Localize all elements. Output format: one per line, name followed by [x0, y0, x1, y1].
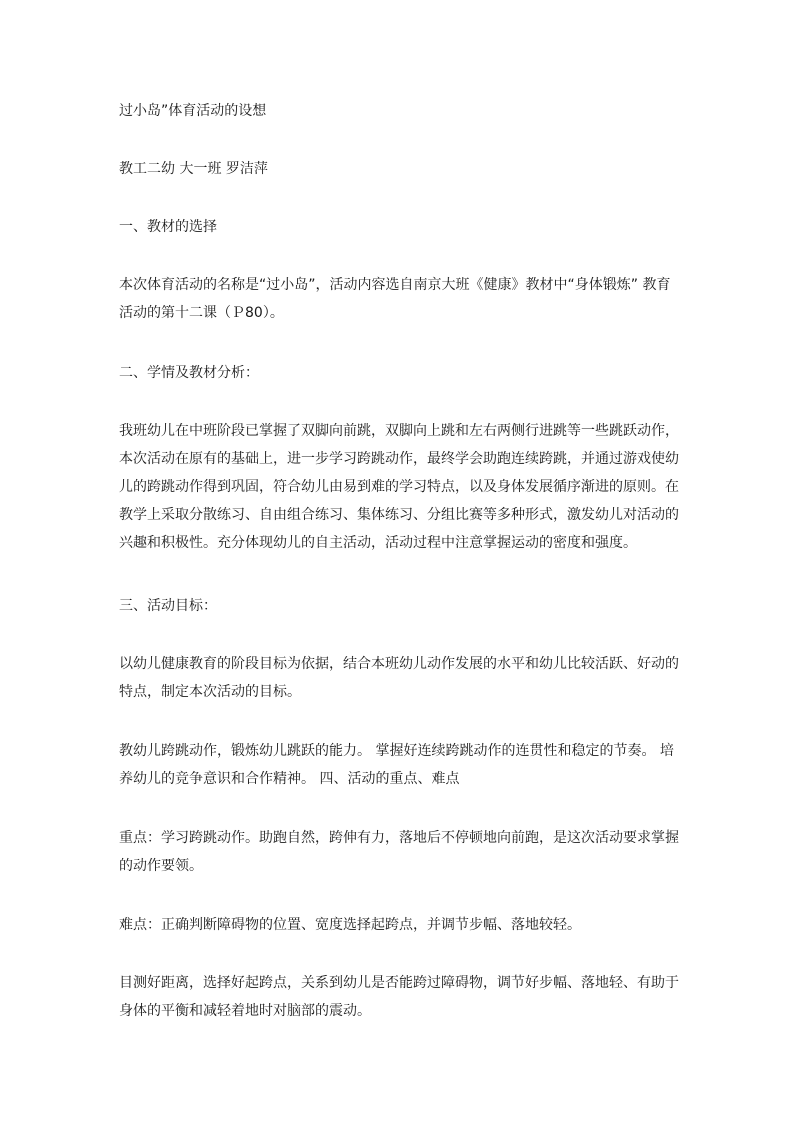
difficulty-paragraph: 难点：正确判断障碍物的位置、宽度选择起跨点，并调节步幅、落地较轻。	[119, 917, 581, 933]
author-line: 教工二幼 大一班 罗洁萍	[119, 161, 268, 177]
section-1-body: 本次体育活动的名称是“过小岛”，活动内容选自南京大班《健康》教材中“身体锻炼” 教育活动的第十二课（Ｐ80）。	[119, 277, 671, 321]
section-3-heading: 三、活动目标：	[119, 598, 217, 614]
key-point-paragraph: 重点：学习跨跳动作。助跑自然，跨伸有力，落地后不停顿地向前跑，是这次活动要求掌握的动作要领。	[119, 830, 679, 874]
explanation-paragraph: 目测好距离，选择好起跨点，关系到幼儿是否能跨过障碍物，调节好步幅、落地轻、有助于身体的平衡和减轻着地时对脑部的震动。	[119, 975, 679, 1019]
section-3-body: 以幼儿健康教育的阶段目标为依据，结合本班幼儿动作发展的水平和幼儿比较活跃、好动的特点，制定本次活动的目标。	[119, 656, 679, 700]
section-1-heading: 一、教材的选择	[119, 219, 217, 235]
section-2-body: 我班幼儿在中班阶段已掌握了双脚向前跳，双脚向上跳和左右两侧行进跳等一些跳跃动作，本次活动在原有的基础上，进一步学习跨跳动作，最终学会助跑连续跨跳，并通过游戏使幼儿的跨跳动作得到巩固，符合幼儿由易到难的学习特点，以及身体发展循序渐进的原则。在教学上采取分散练习、自由组合练习、集体练习、分组比赛等多种形式，激发幼儿对活动的兴趣和积极性。充分体现幼儿的自主活动，活动过程中注意掌握运动的密度和强度。	[119, 423, 679, 551]
document-title: 过小岛”体育活动的设想	[119, 103, 267, 119]
section-3-goals: 教幼儿跨跳动作，锻炼幼儿跳跃的能力。 掌握好连续跨跳动作的连贯性和稳定的节奏。 培养幼儿的竞争意识和合作精神。 四、活动的重点、难点	[119, 743, 674, 787]
section-2-heading: 二、学情及教材分析：	[119, 365, 259, 381]
